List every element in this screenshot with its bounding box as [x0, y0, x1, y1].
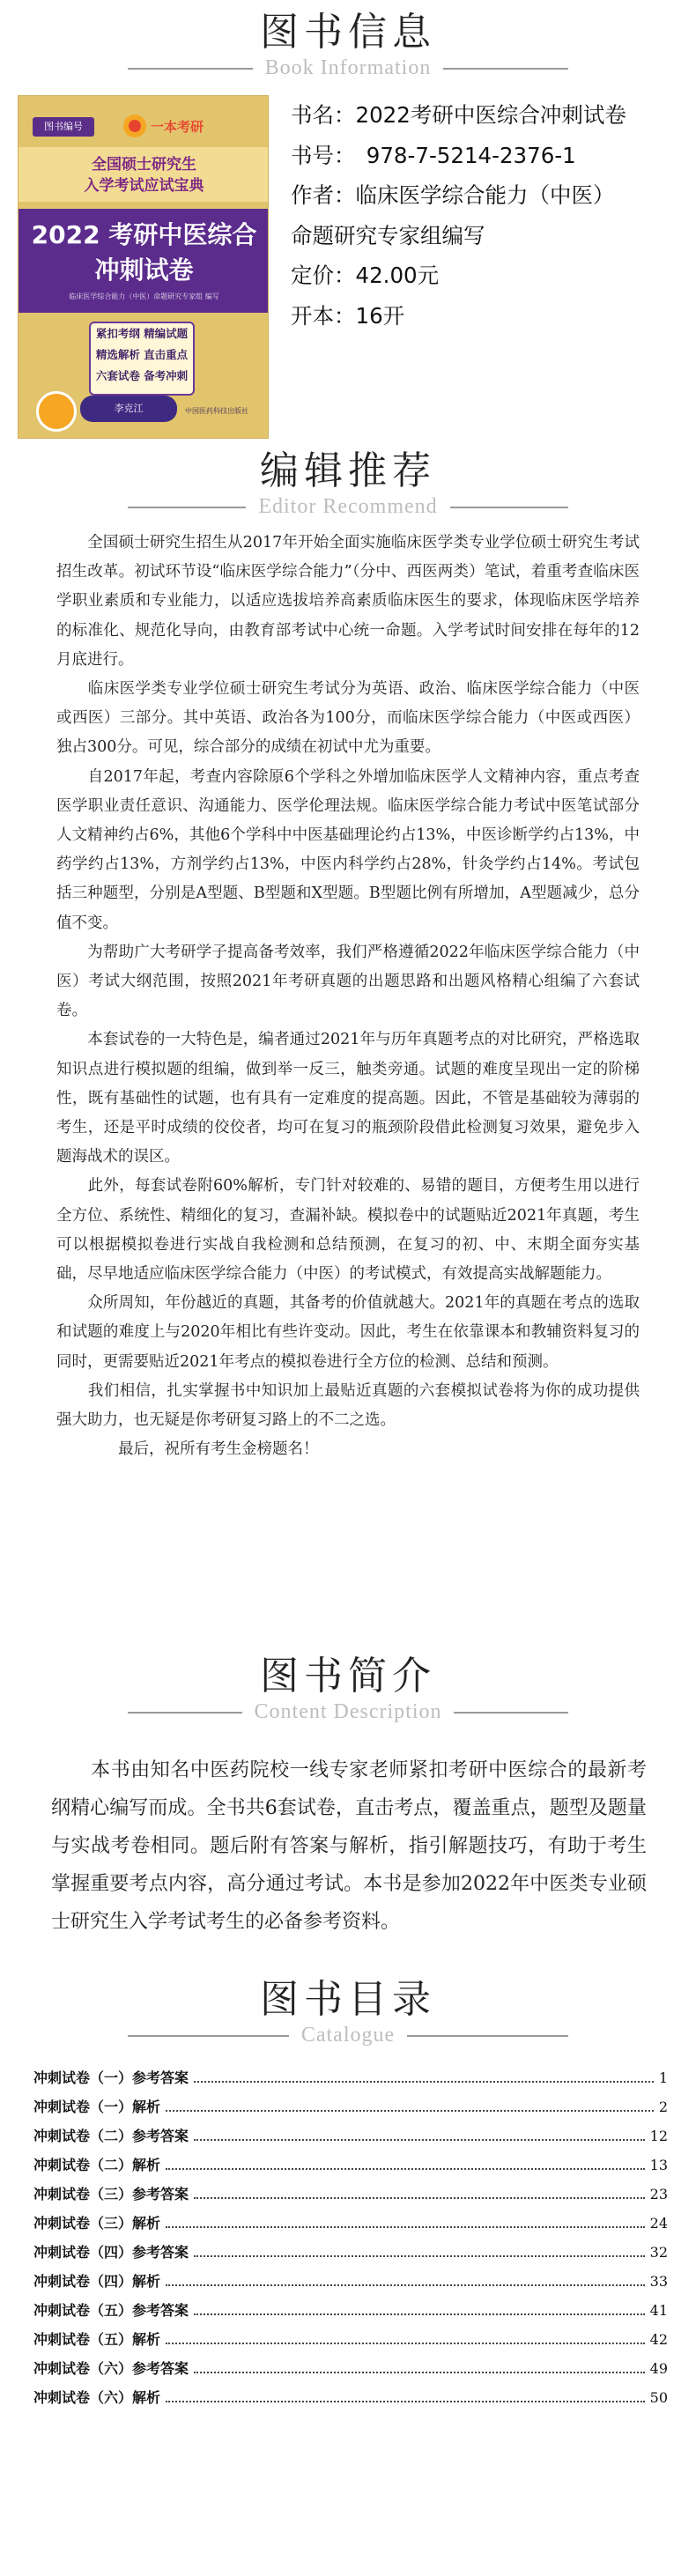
toc-page: 32: [649, 2244, 668, 2261]
paragraph: 本书由知名中医药院校一线专家老师紧扣考研中医综合的最新考纲精心编写而成。全书共6套试卷，直击考点，覆盖重点，题型及题量与实战考卷相同。题后附有答案与解析，指引解题技巧，有助于考生掌握重要考点内容，高分通过考试。本书是参加2022年中医类专业硕士研究生入学考试考生的必备参考资料。: [51, 1759, 647, 1933]
toc-item: 冲刺试卷（六）解析 50: [33, 2389, 668, 2406]
toc-item: 冲刺试卷（二）解析 13: [33, 2157, 668, 2173]
toc-page: 2: [658, 2099, 668, 2115]
toc-item: 冲刺试卷（一）解析 2: [33, 2099, 668, 2115]
toc-page: 49: [649, 2360, 668, 2377]
brand-logo-icon: [117, 108, 223, 144]
toc-page: 24: [649, 2215, 668, 2232]
cover-publisher: 中国医药科技出版社: [185, 407, 248, 415]
toc-page: 13: [649, 2157, 668, 2173]
book-author-line-2: 命题研究专家组编写: [291, 222, 485, 248]
book-format-line: 开本：16开: [291, 302, 405, 329]
toc-item: 冲刺试卷（三）解析 24: [33, 2215, 668, 2232]
book-info-subtitle: Book Information: [253, 55, 444, 81]
toc-item: 冲刺试卷（三）参考答案 23: [33, 2186, 668, 2202]
toc-item: 冲刺试卷（一）参考答案 1: [33, 2069, 668, 2086]
paragraph: 最后，祝所有考生金榜题名！: [56, 1440, 319, 1459]
cover-features: 紧扣考纲 精编试题 精选解析 直击重点 六套试卷 备考冲刺: [89, 322, 195, 396]
content-desc-heading: [0, 1653, 696, 1725]
book-info-heading: [0, 9, 696, 81]
book-info-details: [291, 95, 678, 336]
cover-editor: 临床医学综合能力（中医）命题研究专家组 编写: [69, 292, 219, 300]
paragraph: 此外，每套试卷附60%解析，专门针对较难的、易错的题目，方便考生用以进行全方位、系统性、精细化的复习，查漏补缺。模拟卷中的试题贴近2021年真题，考生可以根据模拟卷进行实战自我检测和总结预测，在复习的初、中、末期全面夯实基础，尽早地适应临床医学综合能力（中医）的考试模式，有效提高实战解题能力。: [56, 1177, 640, 1284]
toc-page: 41: [649, 2302, 668, 2319]
toc-page: 12: [649, 2128, 668, 2144]
book-price-line: 定价：42.00元: [291, 263, 440, 288]
toc-page: 33: [649, 2273, 668, 2290]
cover-series: 全国硕士研究生 入学考试应试宝典: [84, 156, 204, 195]
editor-rec-subtitle: Editor Recommend: [246, 493, 449, 520]
paragraph: 临床医学类专业学位硕士研究生考试分为英语、政治、临床医学综合能力（中医或西医）三部分。其中英语、政治各为100分，而临床医学综合能力（中医或西医）独占300分。可见，综合部分的成绩在初试中尤为重要。: [56, 680, 640, 757]
toc-page: 42: [649, 2331, 668, 2348]
paragraph: 我们相信，扎实掌握书中知识加上最贴近真题的六套模拟试卷将为你的成功提供强大助力，也无疑是你考研复习路上的不二之选。: [56, 1381, 640, 1430]
content-desc-body: [51, 1751, 647, 1941]
paragraph: 本套试卷的一大特色是，编者通过2021年与历年真题考点的对比研究，严格选取知识点进行模拟题的组编，做到举一反三，触类旁通。试题的难度呈现出一定的阶梯性，既有基础性的试题，也有具有一定难度的提高题。因此，不管是基础较为薄弱的考生，还是平时成绩的佼佼者，均可在复习的瓶颈阶段借此检测复习效果，避免步入题海战术的误区。: [56, 1031, 640, 1166]
paragraph: 众所周知，年份越近的真题，其备考的价值就越大。2021年的真题在考点的选取和试题的难度上与2020年相比有些许变动。因此，考生在依靠课本和教辅资料复习的同时，更需要贴近2021年考点的模拟卷进行全方位的检测、总结和预测。: [56, 1294, 640, 1371]
toc-item: 冲刺试卷（五）解析 42: [33, 2331, 668, 2348]
book-info-title: 图书信息: [260, 10, 436, 55]
book-author-line: 作者：临床医学综合能力（中医）: [291, 182, 615, 208]
toc-item: 冲刺试卷（六）参考答案 49: [33, 2360, 668, 2377]
editor-rec-title: 编辑推荐: [260, 448, 436, 493]
toc-page: 23: [649, 2186, 668, 2202]
toc-page: 50: [649, 2389, 668, 2406]
toc-page: 1: [658, 2069, 668, 2086]
toc-item: 冲刺试卷（五）参考答案 41: [33, 2302, 668, 2319]
mascot-icon: [36, 391, 77, 432]
paragraph: 为帮助广大考研学子提高备考效率，我们严格遵循2022年临床医学综合能力（中医）考试大纲范围，按照2021年考研真题的出题思路和出题风格精心组编了六套试卷。: [56, 943, 640, 1020]
toc-item: 冲刺试卷（二）参考答案 12: [33, 2128, 668, 2144]
catalogue-list: [33, 2067, 668, 2416]
cover-badge: 图书编号: [33, 117, 94, 137]
content-desc-subtitle: Content Description: [242, 1699, 455, 1725]
content-desc-title: 图书简介: [260, 1654, 436, 1699]
catalogue-subtitle: Catalogue: [289, 2022, 407, 2048]
cover-title: 2022 考研中医综合 冲刺试卷: [31, 220, 257, 285]
editor-rec-heading: [0, 448, 696, 520]
paragraph: 全国硕士研究生招生从2017年开始全面实施临床医学类专业学位硕士研究生考试招生改革。初试环节设“临床医学综合能力”（分中、西医两类）笔试，着重考查临床医学职业素质和专业能力，以适应选拔培养高素质临床医生的要求，体现临床医学培养的标准化、规范化导向，由教育部考试中心统一命题。入学考试时间安排在每年的12月底进行。: [56, 534, 640, 669]
editor-rec-body: [56, 529, 640, 1465]
toc-item: 冲刺试卷（四）参考答案 32: [33, 2244, 668, 2261]
book-isbn-line: 书号： 978-7-5214-2376-1: [291, 142, 576, 168]
book-title-line: 书名：2022考研中医综合冲刺试卷: [291, 102, 626, 128]
book-cover-image: [18, 95, 269, 439]
brand-text: 一本考研: [151, 119, 204, 135]
catalogue-title: 图书目录: [260, 1977, 436, 2022]
cover-teacher: 李克江: [80, 396, 177, 422]
catalogue-heading: [0, 1976, 696, 2048]
book-info-panel: [18, 95, 678, 443]
paragraph: 自2017年起，考查内容除原6个学科之外增加临床医学人文精神内容，重点考查医学职业责任意识、沟通能力、医学伦理法规。临床医学综合能力考试中医笔试部分人文精神约占6%，其他6个学科中中医基础理论约占13%，中医诊断学约占13%，中药学约占13%，方剂学约占13%，中医内科学约占28%，针灸学约占14%。考试包括三种题型，分别是A型题、B型题和X型题。B型题比例有所增加，A型题减少，总分值不变。: [56, 767, 640, 932]
toc-item: 冲刺试卷（四）解析 33: [33, 2273, 668, 2290]
